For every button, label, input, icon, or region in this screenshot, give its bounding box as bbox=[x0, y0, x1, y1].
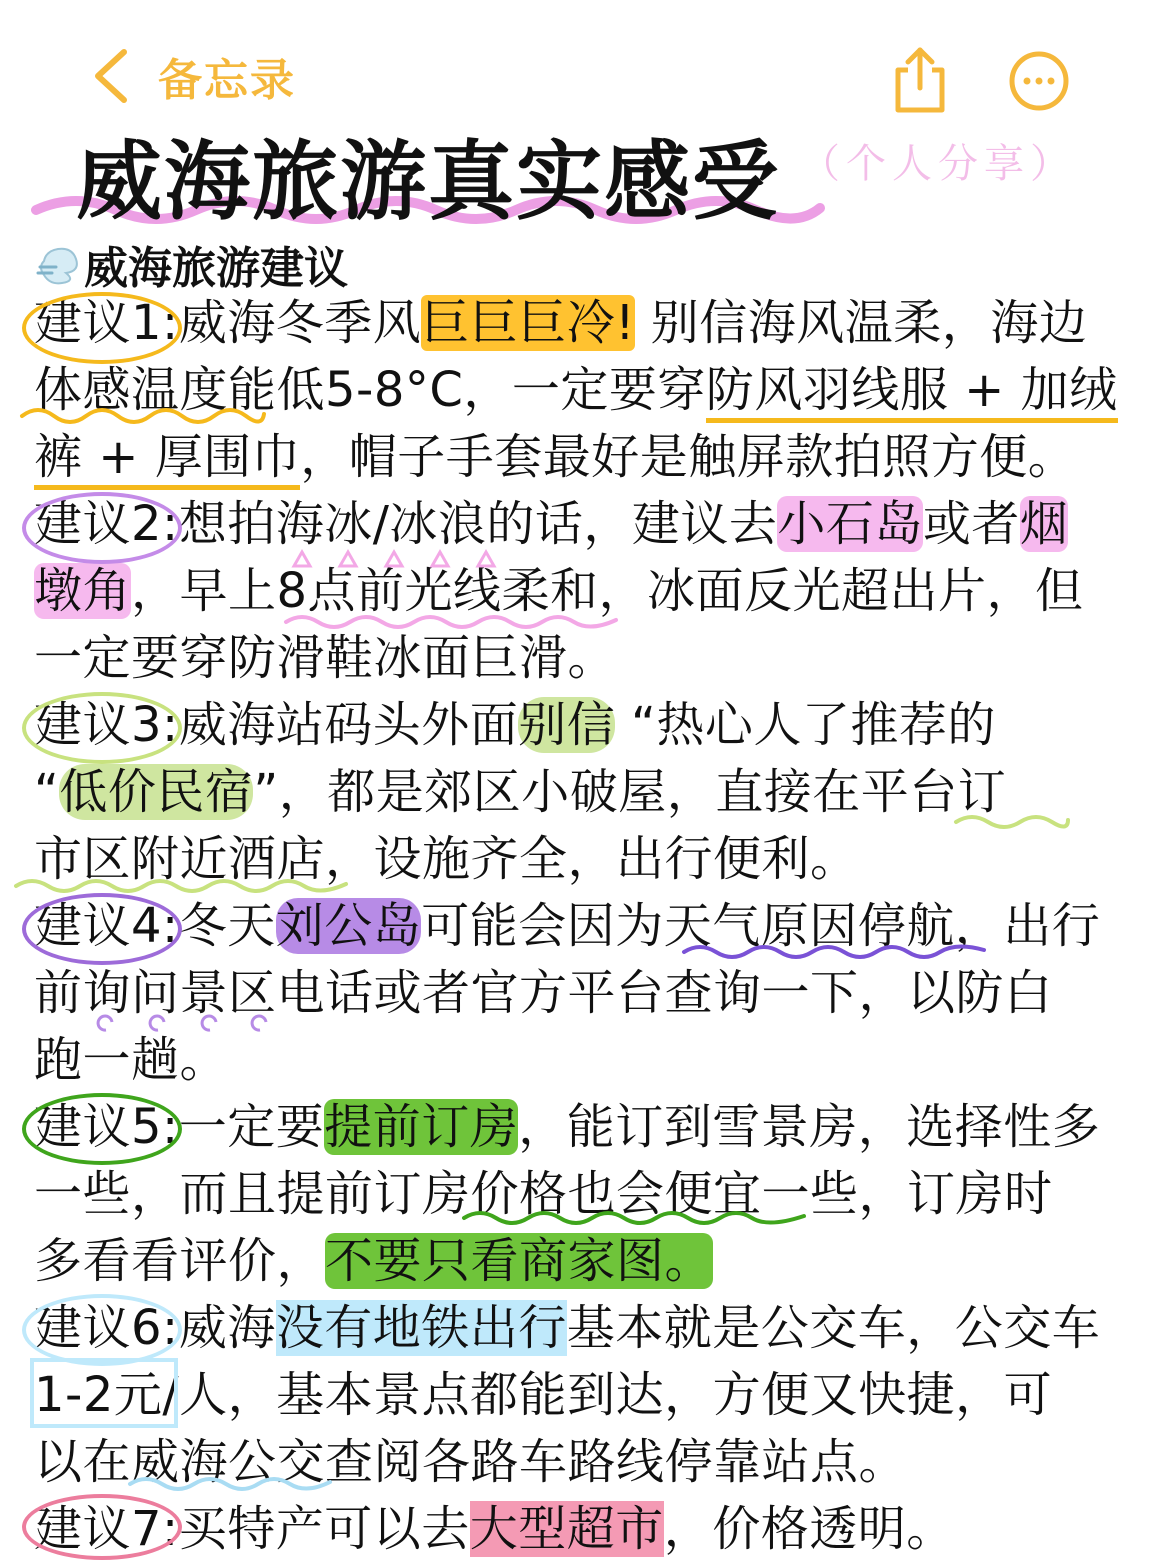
highlighted-text: 防风羽线服 + 加绒 bbox=[706, 362, 1118, 423]
text-line bbox=[34, 893, 1144, 960]
text-line bbox=[34, 1228, 1144, 1295]
note-body bbox=[34, 290, 1144, 1563]
text-segment: ”，都是郊区小破屋，直接在平台订 bbox=[253, 764, 1007, 820]
text-segment: 或者 bbox=[922, 496, 1020, 552]
text-segment: ，早上8点前光线柔和，冰面反光超出片，但 bbox=[131, 563, 1084, 619]
text-segment: 多看看评价， bbox=[34, 1233, 326, 1289]
text-segment: 建议1:威海冬季风 bbox=[34, 295, 422, 351]
text-line bbox=[34, 826, 1144, 893]
text-line bbox=[34, 960, 1144, 1027]
more-icon[interactable] bbox=[1008, 50, 1070, 112]
text-segment: 建议5:一定要 bbox=[34, 1099, 325, 1155]
text-segment: ，能订到雪景房，选择性多 bbox=[518, 1099, 1101, 1155]
highlighted-text: 小石岛 bbox=[777, 496, 923, 552]
text-line bbox=[34, 1429, 1144, 1496]
text-segment: 建议4:冬天 bbox=[34, 898, 276, 954]
highlighted-text: 没有地铁出行 bbox=[275, 1300, 567, 1356]
text-line bbox=[34, 625, 1144, 692]
text-segment: 跑一趟。 bbox=[34, 1032, 229, 1088]
wind-icon bbox=[36, 241, 82, 287]
page-title: 威海旅游真实感受 bbox=[76, 132, 780, 232]
text-segment: 建议3:威海站码头外面 bbox=[34, 697, 519, 753]
text-segment: “热心人了推荐的 bbox=[615, 697, 996, 753]
highlighted-text: 刘公岛 bbox=[275, 898, 422, 954]
text-line bbox=[34, 1027, 1144, 1094]
text-line bbox=[34, 1362, 1144, 1429]
text-segment: 体感温度能低5-8°C，一定要穿 bbox=[34, 362, 706, 418]
text-segment: 市区附近酒店，设施齐全，出行便利。 bbox=[34, 831, 859, 887]
back-label: 备忘录 bbox=[158, 55, 296, 106]
text-line bbox=[34, 1496, 1144, 1563]
section-title: 威海旅游建议 bbox=[84, 243, 348, 294]
section-heading bbox=[36, 232, 348, 296]
text-line bbox=[34, 692, 1144, 759]
text-segment: 一定要穿防滑鞋冰面巨滑。 bbox=[34, 630, 617, 686]
highlighted-text: 大型超市 bbox=[469, 1501, 664, 1557]
nav-bar bbox=[0, 0, 1166, 130]
text-line bbox=[34, 290, 1144, 357]
text-segment: 建议2:想拍海冰/冰浪的话，建议去 bbox=[34, 496, 778, 552]
text-line bbox=[34, 491, 1144, 558]
highlighted-text: 裤 + 厚围巾 bbox=[34, 429, 300, 490]
page-subtitle: （个人分享） bbox=[800, 141, 1076, 187]
text-line bbox=[34, 1161, 1144, 1228]
text-segment: 建议7:买特产可以去 bbox=[34, 1501, 470, 1557]
text-segment: ，帽子手套最好是触屏款拍照方便。 bbox=[300, 429, 1077, 485]
text-segment: ，价格透明。 bbox=[663, 1501, 955, 1557]
text-segment: 基本就是公交车，公交车 bbox=[566, 1300, 1101, 1356]
text-segment: 别信海风温柔，海边 bbox=[634, 295, 1088, 351]
highlighted-text: 低价民宿 bbox=[59, 764, 254, 820]
share-icon[interactable] bbox=[890, 44, 950, 114]
highlighted-text: 烟 bbox=[1019, 496, 1069, 552]
text-line bbox=[34, 1094, 1144, 1161]
highlighted-text: 不要只看商家图。 bbox=[325, 1233, 714, 1289]
highlighted-text: 墩角 bbox=[34, 563, 132, 619]
text-segment: 建议6:威海 bbox=[34, 1300, 276, 1356]
text-segment: 1-2元/人，基本景点都能到达，方便又快捷，可 bbox=[34, 1367, 1053, 1423]
text-line bbox=[34, 558, 1144, 625]
highlighted-text: 提前订房 bbox=[324, 1099, 519, 1155]
text-line bbox=[34, 424, 1144, 491]
text-line bbox=[34, 357, 1144, 424]
text-line bbox=[34, 759, 1144, 826]
text-segment: 一些，而且提前订房价格也会便宜一些，订房时 bbox=[34, 1166, 1053, 1222]
text-line bbox=[34, 1295, 1144, 1362]
text-segment: “ bbox=[34, 764, 60, 820]
text-segment: 可能会因为天气原因停航，出行 bbox=[421, 898, 1101, 954]
text-segment: 前询问景区电话或者官方平台查询一下，以防白 bbox=[34, 965, 1053, 1021]
back-button[interactable] bbox=[88, 44, 296, 108]
highlighted-text: 别信 bbox=[518, 697, 616, 753]
text-segment: 以在威海公交查阅各路车路线停靠站点。 bbox=[34, 1434, 908, 1490]
highlighted-text: 巨巨巨冷! bbox=[421, 295, 635, 351]
chevron-left-icon bbox=[88, 46, 134, 106]
